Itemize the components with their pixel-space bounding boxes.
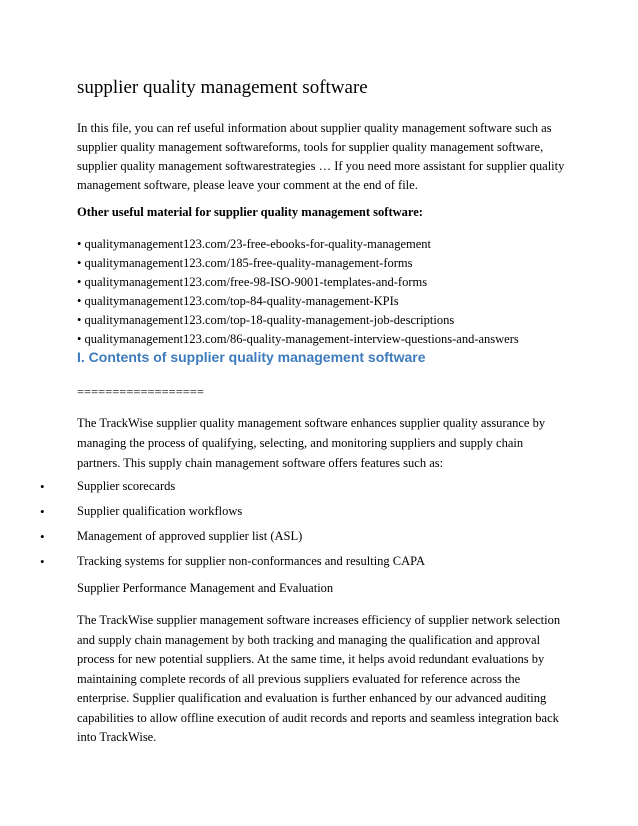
intro-line: In this file, you can ref useful information about supplier quality management software such as — [77, 121, 552, 135]
resource-link[interactable]: • qualitymanagement123.com/top-84-quality-management-KPIs — [77, 294, 399, 308]
separator-line: ================== — [77, 385, 204, 399]
feature-bullet-item — [0, 479, 638, 497]
paragraph-line: into TrackWise. — [77, 730, 157, 744]
document-title: supplier quality management software — [77, 77, 368, 98]
resource-link[interactable]: • qualitymanagement123.com/top-18-quality-management-job-descriptions — [77, 313, 455, 327]
section-heading: I. Contents of supplier quality management software — [77, 349, 426, 365]
other-material-heading: Other useful material for supplier quality management software: — [77, 205, 423, 219]
trackwise-detail-paragraph — [77, 611, 567, 748]
resource-link[interactable]: • qualitymanagement123.com/23-free-ebooks-for-quality-management — [77, 237, 431, 251]
subsection-heading: Supplier Performance Management and Evaluation — [77, 581, 334, 595]
intro-line: supplier quality management softwareforms, tools for supplier quality management software, — [77, 140, 544, 154]
bullet-text: Supplier qualification workflows — [77, 504, 243, 518]
paragraph-line: capabilities to allow offline execution of audit records and reports and seamless integration back — [77, 710, 559, 725]
paragraph-line: partners. This supply chain management software offers features such as: — [77, 456, 444, 470]
bullet-text: Tracking systems for supplier non-conformances and resulting CAPA — [77, 554, 425, 568]
bullet-icon: • — [40, 504, 45, 519]
feature-bullet-item — [0, 504, 638, 522]
paragraph-line: enterprise. Supplier qualification and evaluation is further enhanced by our advanced auditing — [77, 691, 547, 705]
paragraph-line: process for new potential suppliers. At the same time, it helps avoid redundant evaluations by — [77, 652, 545, 666]
intro-paragraph — [77, 119, 567, 195]
bullet-icon: • — [40, 529, 45, 544]
paragraph-line: and supply chain management by both tracking and managing the qualification and approval — [77, 632, 541, 647]
intro-line: supplier quality management softwarestrategies … If you need more assistant for supplier quality — [77, 159, 565, 173]
paragraph-line: maintaining complete records of all previous suppliers evaluated for reference across the — [77, 671, 521, 686]
bullet-text: Management of approved supplier list (ASL) — [77, 529, 303, 543]
bullet-icon: • — [40, 554, 45, 569]
paragraph-line: The TrackWise supplier quality management software enhances supplier quality assurance by — [77, 416, 546, 430]
resource-link[interactable]: • qualitymanagement123.com/86-quality-management-interview-questions-and-answers — [77, 332, 519, 346]
bullet-icon: • — [40, 479, 45, 494]
feature-bullet-item — [0, 554, 638, 572]
paragraph-line: managing the process of qualifying, selecting, and monitoring suppliers and supply chain — [77, 436, 524, 450]
trackwise-intro-paragraph — [77, 413, 567, 473]
intro-line: management software, please leave your comment at the end of file. — [77, 178, 418, 192]
paragraph-line: The TrackWise supplier management software increases efficiency of supplier network selection — [77, 613, 561, 627]
resource-link[interactable]: • qualitymanagement123.com/free-98-ISO-9001-templates-and-forms — [77, 275, 428, 289]
feature-bullet-item — [0, 529, 638, 547]
bullet-text: Supplier scorecards — [77, 479, 176, 493]
resource-link-list — [77, 235, 567, 349]
resource-link[interactable]: • qualitymanagement123.com/185-free-quality-management-forms — [77, 256, 413, 270]
